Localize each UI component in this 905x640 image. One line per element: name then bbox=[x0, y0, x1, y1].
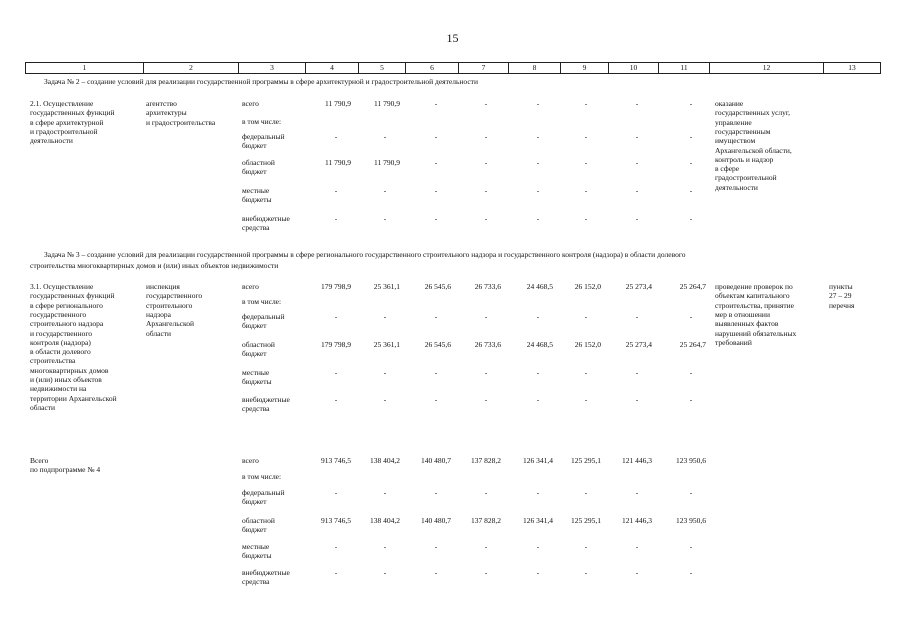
value-cell: - bbox=[584, 368, 588, 377]
measure-name: и градостроительной bbox=[30, 126, 98, 136]
measure-name: в сфере регионального bbox=[30, 300, 103, 310]
funding-source: внебюджетные bbox=[242, 395, 290, 404]
value-cell: - bbox=[334, 395, 338, 404]
value-cell: - bbox=[635, 395, 639, 404]
value-cell: 913 746,5 bbox=[321, 516, 351, 525]
funding-source: бюджеты bbox=[242, 377, 272, 387]
header-cell: 1 bbox=[26, 63, 144, 74]
value-cell: - bbox=[584, 312, 588, 321]
value-cell: - bbox=[584, 214, 588, 223]
value-cell: - bbox=[334, 542, 338, 551]
executor-name: области bbox=[146, 328, 172, 338]
value-cell: - bbox=[689, 99, 693, 108]
value-cell: - bbox=[584, 99, 588, 108]
header-cell: 7 bbox=[459, 63, 509, 74]
value-cell: 25 273,4 bbox=[625, 340, 652, 349]
expected-result: Архангельской области, bbox=[715, 145, 792, 155]
value-cell: - bbox=[635, 132, 639, 141]
value-cell: - bbox=[484, 568, 488, 577]
value-cell: - bbox=[383, 186, 387, 195]
value-cell: - bbox=[334, 312, 338, 321]
value-cell: - bbox=[689, 312, 693, 321]
funding-source: областной bbox=[242, 158, 275, 167]
expected-result: оказание bbox=[715, 99, 744, 108]
value-cell: - bbox=[536, 542, 540, 551]
value-cell: - bbox=[383, 395, 387, 404]
funding-source: бюджеты bbox=[242, 551, 272, 561]
value-cell: - bbox=[434, 488, 438, 497]
task-3-title-line-2: строительства многоквартирных домов и (или) иных объектов недвижимости bbox=[30, 261, 279, 270]
funding-source: бюджеты bbox=[242, 195, 272, 205]
value-cell: - bbox=[334, 368, 338, 377]
expected-result: имуществом bbox=[715, 136, 756, 146]
value-cell: - bbox=[484, 395, 488, 404]
value-cell: - bbox=[584, 542, 588, 551]
expected-result: градостроительной bbox=[715, 173, 777, 183]
value-cell: - bbox=[584, 186, 588, 195]
value-cell: - bbox=[536, 99, 540, 108]
value-cell: - bbox=[383, 488, 387, 497]
expected-result: мер в отношении bbox=[715, 309, 770, 319]
measure-name: 2.1. Осуществление bbox=[30, 99, 94, 108]
value-cell: - bbox=[635, 214, 639, 223]
value-cell: - bbox=[536, 368, 540, 377]
expected-result: нарушений обязательных bbox=[715, 328, 797, 338]
value-cell: - bbox=[334, 214, 338, 223]
value-cell: - bbox=[484, 186, 488, 195]
value-cell: - bbox=[584, 158, 588, 167]
value-cell: - bbox=[635, 542, 639, 551]
value-cell: - bbox=[484, 158, 488, 167]
executor-name: и градостроительства bbox=[146, 117, 216, 127]
value-cell: - bbox=[689, 158, 693, 167]
measure-name: государственных функций bbox=[30, 291, 115, 301]
header-cell: 6 bbox=[406, 63, 459, 74]
reference-note: пункты bbox=[829, 282, 853, 291]
value-cell: - bbox=[334, 132, 338, 141]
expected-result: строительства, принятие bbox=[715, 300, 794, 310]
value-cell: - bbox=[536, 312, 540, 321]
value-cell: 137 828,2 bbox=[471, 516, 501, 525]
value-cell: 123 950,6 bbox=[676, 516, 706, 525]
value-cell: - bbox=[434, 568, 438, 577]
value-cell: - bbox=[383, 542, 387, 551]
value-cell: 140 480,7 bbox=[421, 456, 451, 465]
value-cell: - bbox=[689, 132, 693, 141]
executor-name: надзора bbox=[146, 309, 171, 319]
value-cell: 25 273,4 bbox=[625, 282, 652, 291]
funding-source: бюджет bbox=[242, 141, 267, 151]
value-cell: 25 264,7 bbox=[679, 340, 706, 349]
funding-source: бюджет bbox=[242, 497, 267, 507]
executor-name: архитектуры bbox=[146, 108, 187, 118]
measure-name: в области долевого bbox=[30, 347, 91, 357]
measure-name: государственных функций bbox=[30, 108, 115, 118]
funding-source: бюджет bbox=[242, 525, 267, 535]
measure-name: и (или) иных объектов bbox=[30, 375, 102, 384]
header-cell: 9 bbox=[561, 63, 609, 74]
value-cell: - bbox=[484, 132, 488, 141]
reference-note: 27 – 29 bbox=[829, 291, 852, 301]
value-cell: - bbox=[434, 99, 438, 108]
value-cell: - bbox=[584, 395, 588, 404]
value-cell: 26 152,0 bbox=[574, 340, 601, 349]
header-cell: 4 bbox=[306, 63, 359, 74]
value-cell: 24 468,5 bbox=[526, 340, 553, 349]
value-cell: - bbox=[536, 132, 540, 141]
value-cell: - bbox=[334, 568, 338, 577]
value-cell: - bbox=[584, 488, 588, 497]
value-cell: - bbox=[484, 542, 488, 551]
task-3-title-line-1: Задача № 3 – создание условий для реализации государственной программы в сфере регионального государственного строительного надзора и государственного контроля (надзора) в области долевого bbox=[44, 250, 686, 259]
funding-source: бюджет bbox=[242, 349, 267, 359]
value-cell: 26 545,6 bbox=[424, 282, 451, 291]
value-cell: 11 790,9 bbox=[325, 158, 351, 167]
executor-name: агентство bbox=[146, 99, 177, 108]
expected-result: проведение проверок по bbox=[715, 282, 793, 291]
value-cell: 26 545,6 bbox=[424, 340, 451, 349]
funding-source: федеральный bbox=[242, 312, 285, 321]
value-cell: - bbox=[635, 312, 639, 321]
measure-name: области bbox=[30, 402, 56, 412]
value-cell: 179 798,9 bbox=[321, 282, 351, 291]
value-cell: - bbox=[689, 542, 693, 551]
value-cell: - bbox=[484, 214, 488, 223]
funding-source: бюджет bbox=[242, 167, 267, 177]
funding-source: федеральный bbox=[242, 132, 285, 141]
header-cell: 11 bbox=[659, 63, 710, 74]
value-cell: - bbox=[383, 368, 387, 377]
funding-source: внебюджетные bbox=[242, 214, 290, 223]
value-cell: 25 361,1 bbox=[373, 340, 400, 349]
funding-source: местные bbox=[242, 186, 270, 195]
funding-source: бюджет bbox=[242, 321, 267, 331]
column-header-row bbox=[25, 62, 881, 74]
page-number: 15 bbox=[446, 31, 459, 45]
value-cell: - bbox=[635, 186, 639, 195]
header-cell: 8 bbox=[509, 63, 561, 74]
funding-source: средства bbox=[242, 404, 270, 414]
funding-source: федеральный bbox=[242, 488, 285, 497]
funding-source: местные bbox=[242, 542, 270, 551]
value-cell: - bbox=[434, 132, 438, 141]
value-cell: - bbox=[434, 186, 438, 195]
value-cell: - bbox=[434, 158, 438, 167]
value-cell: 121 446,3 bbox=[622, 516, 652, 525]
value-cell: 179 798,9 bbox=[321, 340, 351, 349]
header-cell: 12 bbox=[710, 63, 824, 74]
header-cell: 13 bbox=[824, 63, 881, 74]
value-cell: 123 950,6 bbox=[676, 456, 706, 465]
expected-result: государственным bbox=[715, 126, 771, 136]
value-cell: - bbox=[484, 99, 488, 108]
value-cell: - bbox=[484, 488, 488, 497]
measure-name: строительного надзора bbox=[30, 319, 104, 329]
funding-source: всего bbox=[242, 99, 259, 108]
value-cell: - bbox=[484, 312, 488, 321]
expected-result: требований bbox=[715, 337, 752, 347]
funding-source: областной bbox=[242, 340, 275, 349]
executor-name: государственного bbox=[146, 291, 203, 301]
value-cell: 26 733,6 bbox=[474, 282, 501, 291]
measure-name: деятельности bbox=[30, 136, 73, 146]
value-cell: 25 264,7 bbox=[679, 282, 706, 291]
value-cell: - bbox=[584, 132, 588, 141]
value-cell: - bbox=[689, 488, 693, 497]
task-2-title: Задача № 2 – создание условий для реализации государственной программы в сфере архитектурной и градостроительной деятельности bbox=[44, 77, 478, 86]
value-cell: - bbox=[635, 368, 639, 377]
measure-name: контроля (надзора) bbox=[30, 337, 91, 347]
value-cell: - bbox=[434, 542, 438, 551]
measure-name: 3.1. Осуществление bbox=[30, 282, 94, 291]
funding-source: внебюджетные bbox=[242, 568, 290, 577]
funding-source: средства bbox=[242, 223, 270, 233]
measure-name: строительства bbox=[30, 356, 76, 366]
expected-result: выявленных фактов bbox=[715, 319, 779, 329]
value-cell: - bbox=[334, 488, 338, 497]
value-cell: - bbox=[536, 568, 540, 577]
measure-name: многоквартирных домов bbox=[30, 365, 109, 375]
expected-result: государственных услуг, bbox=[715, 108, 791, 118]
value-cell: 126 341,4 bbox=[523, 456, 553, 465]
value-cell: - bbox=[584, 568, 588, 577]
measure-name: государственного bbox=[30, 309, 87, 319]
funding-source: всего bbox=[242, 282, 259, 291]
funding-source: в том числе: bbox=[242, 117, 282, 126]
header-cell: 2 bbox=[144, 63, 239, 74]
funding-source: областной bbox=[242, 516, 275, 525]
value-cell: 125 295,1 bbox=[571, 516, 601, 525]
value-cell: - bbox=[689, 186, 693, 195]
value-cell: - bbox=[536, 395, 540, 404]
value-cell: 126 341,4 bbox=[523, 516, 553, 525]
value-cell: 25 361,1 bbox=[373, 282, 400, 291]
value-cell: 11 790,9 bbox=[374, 99, 400, 108]
expected-result: объектам капитального bbox=[715, 291, 790, 301]
value-cell: 11 790,9 bbox=[325, 99, 351, 108]
total-label: по подпрограмме № 4 bbox=[30, 465, 101, 475]
expected-result: контроль и надзор bbox=[715, 154, 774, 164]
value-cell: - bbox=[334, 186, 338, 195]
value-cell: - bbox=[635, 568, 639, 577]
value-cell: 26 152,0 bbox=[574, 282, 601, 291]
value-cell: - bbox=[434, 395, 438, 404]
expected-result: управление bbox=[715, 117, 752, 127]
value-cell: - bbox=[689, 214, 693, 223]
value-cell: 138 404,2 bbox=[370, 456, 400, 465]
value-cell: 125 295,1 bbox=[571, 456, 601, 465]
value-cell: - bbox=[689, 395, 693, 404]
value-cell: - bbox=[383, 312, 387, 321]
funding-source: в том числе: bbox=[242, 297, 282, 306]
executor-name: инспекция bbox=[146, 282, 180, 291]
value-cell: - bbox=[536, 186, 540, 195]
value-cell: 24 468,5 bbox=[526, 282, 553, 291]
funding-source: местные bbox=[242, 368, 270, 377]
value-cell: 140 480,7 bbox=[421, 516, 451, 525]
value-cell: 11 790,9 bbox=[374, 158, 400, 167]
header-cell: 10 bbox=[609, 63, 659, 74]
measure-name: территории Архангельской bbox=[30, 393, 117, 403]
value-cell: - bbox=[635, 99, 639, 108]
value-cell: 121 446,3 bbox=[622, 456, 652, 465]
value-cell: - bbox=[536, 214, 540, 223]
value-cell: 913 746,5 bbox=[321, 456, 351, 465]
value-cell: 138 404,2 bbox=[370, 516, 400, 525]
funding-source: средства bbox=[242, 577, 270, 587]
value-cell: - bbox=[383, 214, 387, 223]
reference-note: перечня bbox=[829, 300, 855, 310]
funding-source: всего bbox=[242, 456, 259, 465]
measure-name: недвижимости на bbox=[30, 384, 87, 394]
value-cell: 26 733,6 bbox=[474, 340, 501, 349]
executor-name: Архангельской bbox=[146, 319, 194, 329]
value-cell: - bbox=[383, 568, 387, 577]
value-cell: - bbox=[434, 312, 438, 321]
expected-result: в сфере bbox=[715, 164, 740, 174]
value-cell: - bbox=[689, 568, 693, 577]
measure-name: в сфере архитектурной bbox=[30, 117, 104, 127]
value-cell: - bbox=[689, 368, 693, 377]
header-cell: 5 bbox=[359, 63, 406, 74]
value-cell: - bbox=[434, 368, 438, 377]
value-cell: - bbox=[434, 214, 438, 223]
value-cell: - bbox=[484, 368, 488, 377]
value-cell: - bbox=[536, 158, 540, 167]
header-cell: 3 bbox=[239, 63, 306, 74]
value-cell: - bbox=[635, 488, 639, 497]
expected-result: деятельности bbox=[715, 182, 758, 192]
value-cell: - bbox=[536, 488, 540, 497]
value-cell: - bbox=[383, 132, 387, 141]
value-cell: - bbox=[635, 158, 639, 167]
value-cell: 137 828,2 bbox=[471, 456, 501, 465]
executor-name: строительного bbox=[146, 300, 193, 310]
funding-source: в том числе: bbox=[242, 472, 282, 481]
measure-name: и государственного bbox=[30, 328, 92, 338]
total-label: Всего bbox=[30, 456, 49, 465]
